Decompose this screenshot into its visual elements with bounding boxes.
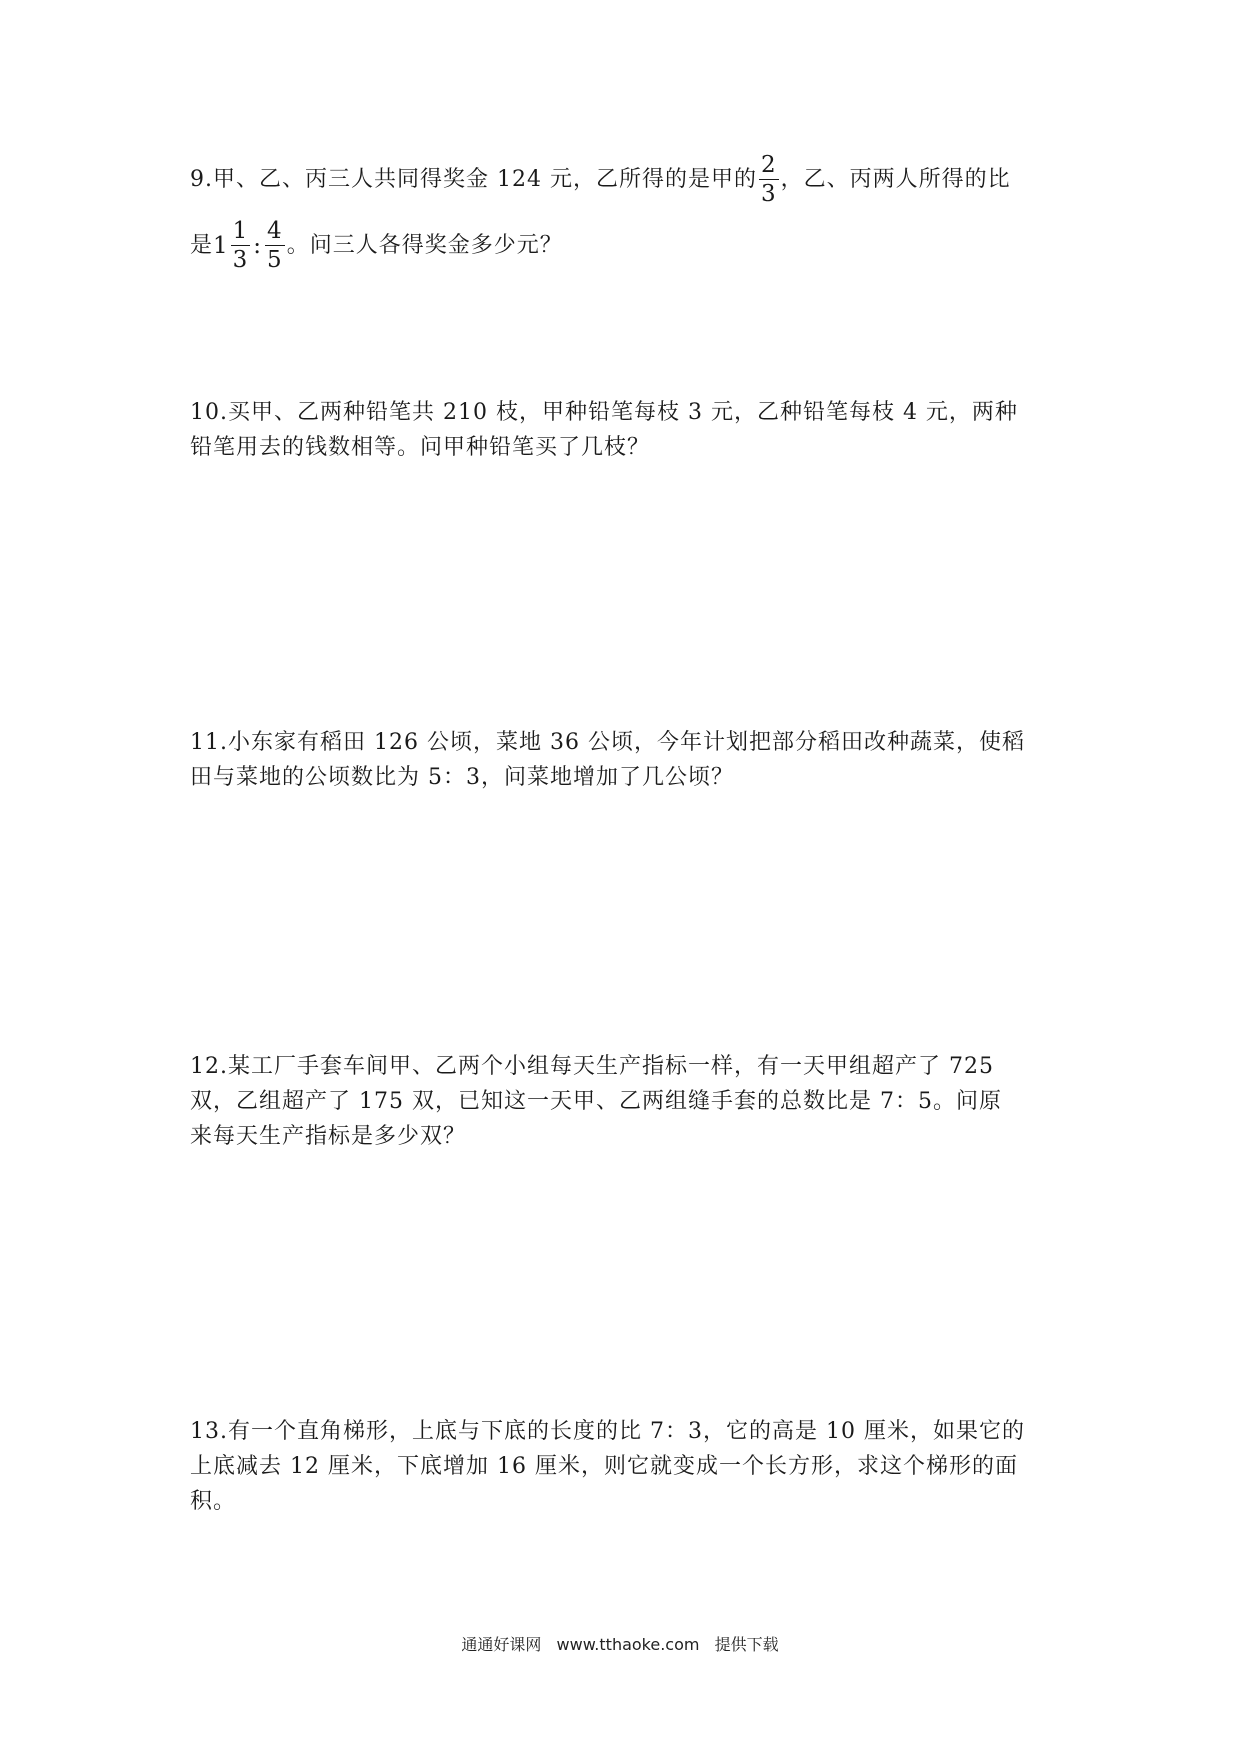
question-10-line-1: 10.买甲、乙两种铅笔共 210 枝，甲种铅笔每枝 3 元，乙种铅笔每枝 4 元，两种: [190, 400, 1018, 425]
question-9-line-2: [190, 214, 1060, 278]
page-footer: [0, 1632, 1240, 1655]
footer-url: www.tthaoke.com: [556, 1635, 700, 1654]
question-9-text-c: 是: [190, 233, 214, 258]
question-9-line-1: [190, 148, 1060, 212]
question-13-line-3: 积。: [190, 1489, 237, 1514]
fraction-denominator: 5: [267, 247, 283, 273]
fraction-four-fifths: [265, 220, 285, 272]
question-10-line-2: 铅笔用去的钱数相等。问甲种铅笔买了几枝？: [190, 435, 651, 460]
fraction-numerator: 4: [267, 218, 283, 244]
question-13-line-2: 上底减去 12 厘米，下底增加 16 厘米，则它就变成一个长方形，求这个梯形的面: [190, 1454, 1018, 1479]
fraction-one-third: [231, 220, 251, 272]
question-12-line-2: 双，乙组超产了 175 双，已知这一天甲、乙两组缝手套的总数比是 7：5。问原: [190, 1089, 1002, 1114]
mixed-number-whole: 1: [213, 233, 229, 259]
question-12: [190, 1049, 1060, 1154]
question-9-text-b: ，乙、丙两人所得的比: [780, 167, 1011, 192]
question-12-line-3: 来每天生产指标是多少双？: [190, 1124, 467, 1149]
fraction-numerator: 1: [232, 218, 249, 244]
fraction-denominator: 3: [232, 247, 249, 273]
question-9: [190, 148, 1060, 278]
question-12-line-1: 12.某工厂手套车间甲、乙两个小组每天生产指标一样，有一天甲组超产了 725: [190, 1054, 994, 1079]
question-13: [190, 1414, 1060, 1519]
fraction-denominator: 3: [760, 181, 777, 207]
question-10: [190, 395, 1060, 465]
footer-site-name: 通通好课网: [461, 1635, 542, 1654]
question-13-line-1: 13.有一个直角梯形，上底与下底的长度的比 7：3，它的高是 10 厘米，如果它的: [190, 1419, 1025, 1444]
ratio-colon: :: [253, 233, 263, 259]
fraction-numerator: 2: [760, 152, 777, 178]
question-11-line-1: 11.小东家有稻田 126 公顷，菜地 36 公顷，今年计划把部分稻田改种蔬菜，使稻: [190, 730, 1025, 755]
footer-suffix: 提供下载: [714, 1635, 779, 1654]
fraction-two-thirds: [759, 154, 779, 206]
question-9-text-a: 9.甲、乙、丙三人共同得奖金 124 元，乙所得的是甲的: [190, 167, 757, 192]
question-11-line-2: 田与菜地的公顷数比为 5：3，问菜地增加了几公顷？: [190, 765, 734, 790]
question-9-text-d: 。问三人各得奖金多少元？: [286, 233, 563, 258]
question-11: [190, 725, 1060, 795]
